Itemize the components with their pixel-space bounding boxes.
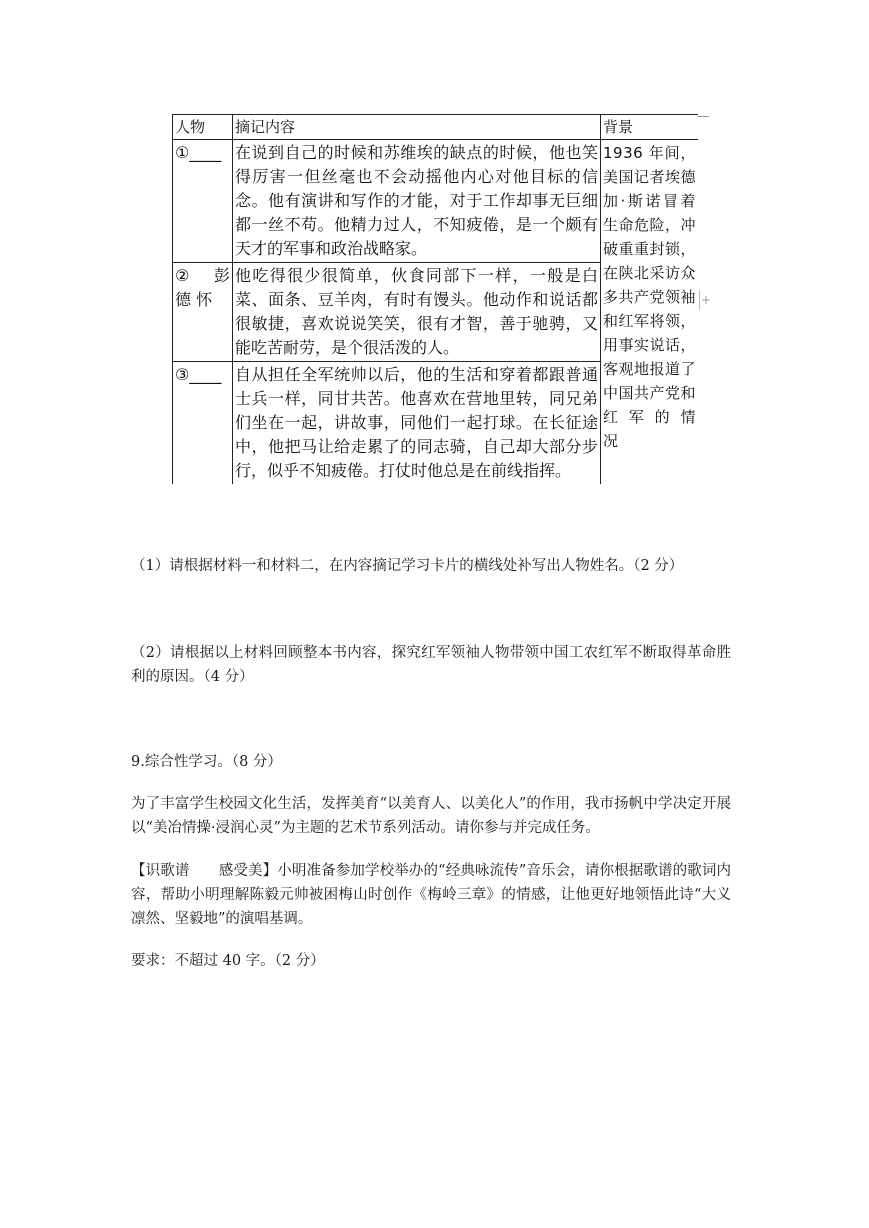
plus-icon[interactable]: + [699, 290, 712, 310]
table-header-row [173, 115, 699, 140]
person-cell: ①____ [173, 140, 233, 263]
header-background: 背景 [601, 115, 699, 140]
section-9-title: 9.综合性学习。（8 分） [131, 754, 282, 770]
section-9-task [131, 859, 731, 931]
table-row [173, 140, 699, 263]
person-cell: ③____ [173, 362, 233, 485]
table-edge-line [697, 116, 709, 117]
task-text: 小明准备参加学校举办的“经典咏流传”音乐会，请你根据歌谱的歌词内容，帮助小明理解陈毅元帅被困梅山时创作《梅岭三章》的情感，让他更好地领悟此诗“大义凛然、坚毅地”的演唱基调。 [131, 863, 731, 927]
header-person: 人物 [173, 115, 233, 140]
background-cell: 1936 年间，美国记者埃德加·斯诺冒着生命危险，冲破重重封锁，在陕北采访众多共产党领袖和红军将领，用事实说话，客观地报道了中国共产党和红 军 的 情况 [601, 140, 699, 485]
content-cell: 自从担任全军统帅以后，他的生活和穿着都跟普通士兵一样，同甘共苦。他喜欢在营地里转，同兄弟们坐在一起，讲故事，同他们一起打球。在长征途中，他把马让给走累了的同志骑，自己却大部分步行，似乎不知疲倦。打仗时他总是在前线指挥。 [233, 362, 601, 485]
section-9-intro: 为了丰富学生校园文化生活，发挥美育“以美育人、以美化人”的作用，我市扬帆中学决定开展以“美冶情操·浸润心灵”为主题的艺术节系列活动。请你参与并完成任务。 [131, 796, 731, 836]
study-card-table [172, 114, 698, 484]
question-2: （2）请根据以上材料回顾整本书内容，探究红军领袖人物带领中国工农红军不断取得革命胜利的原因。（4 分） [131, 645, 731, 685]
content-cell: 他吃得很少很简单，伙食同部下一样，一般是白菜、面条、豆羊肉，有时有馒头。他动作和说话都很敏捷，喜欢说说笑笑，很有才智，善于驰骋，又能吃苦耐劳，是个很活泼的人。 [233, 263, 601, 362]
question-1: （1）请根据材料一和材料二，在内容摘记学习卡片的横线处补写出人物姓名。（2 分） [131, 558, 684, 574]
person-cell: ② 彭 德 怀 [173, 263, 233, 362]
section-9-requirement: 要求：不超过 40 字。（2 分） [131, 953, 325, 969]
header-content: 摘记内容 [233, 115, 601, 140]
content-cell: 在说到自己的时候和苏维埃的缺点的时候，他也笑得厉害一但丝毫也不会动摇他内心对他目标的信念。他有演讲和写作的才能，对于工作却事无巨细都一丝不苟。他精力过人，不知疲倦，是一个颇有天才的军事和政治战略家。 [233, 140, 601, 263]
study-card-table-image [172, 114, 698, 484]
task-heading: 【识歌谱 感受美】 [131, 863, 278, 879]
